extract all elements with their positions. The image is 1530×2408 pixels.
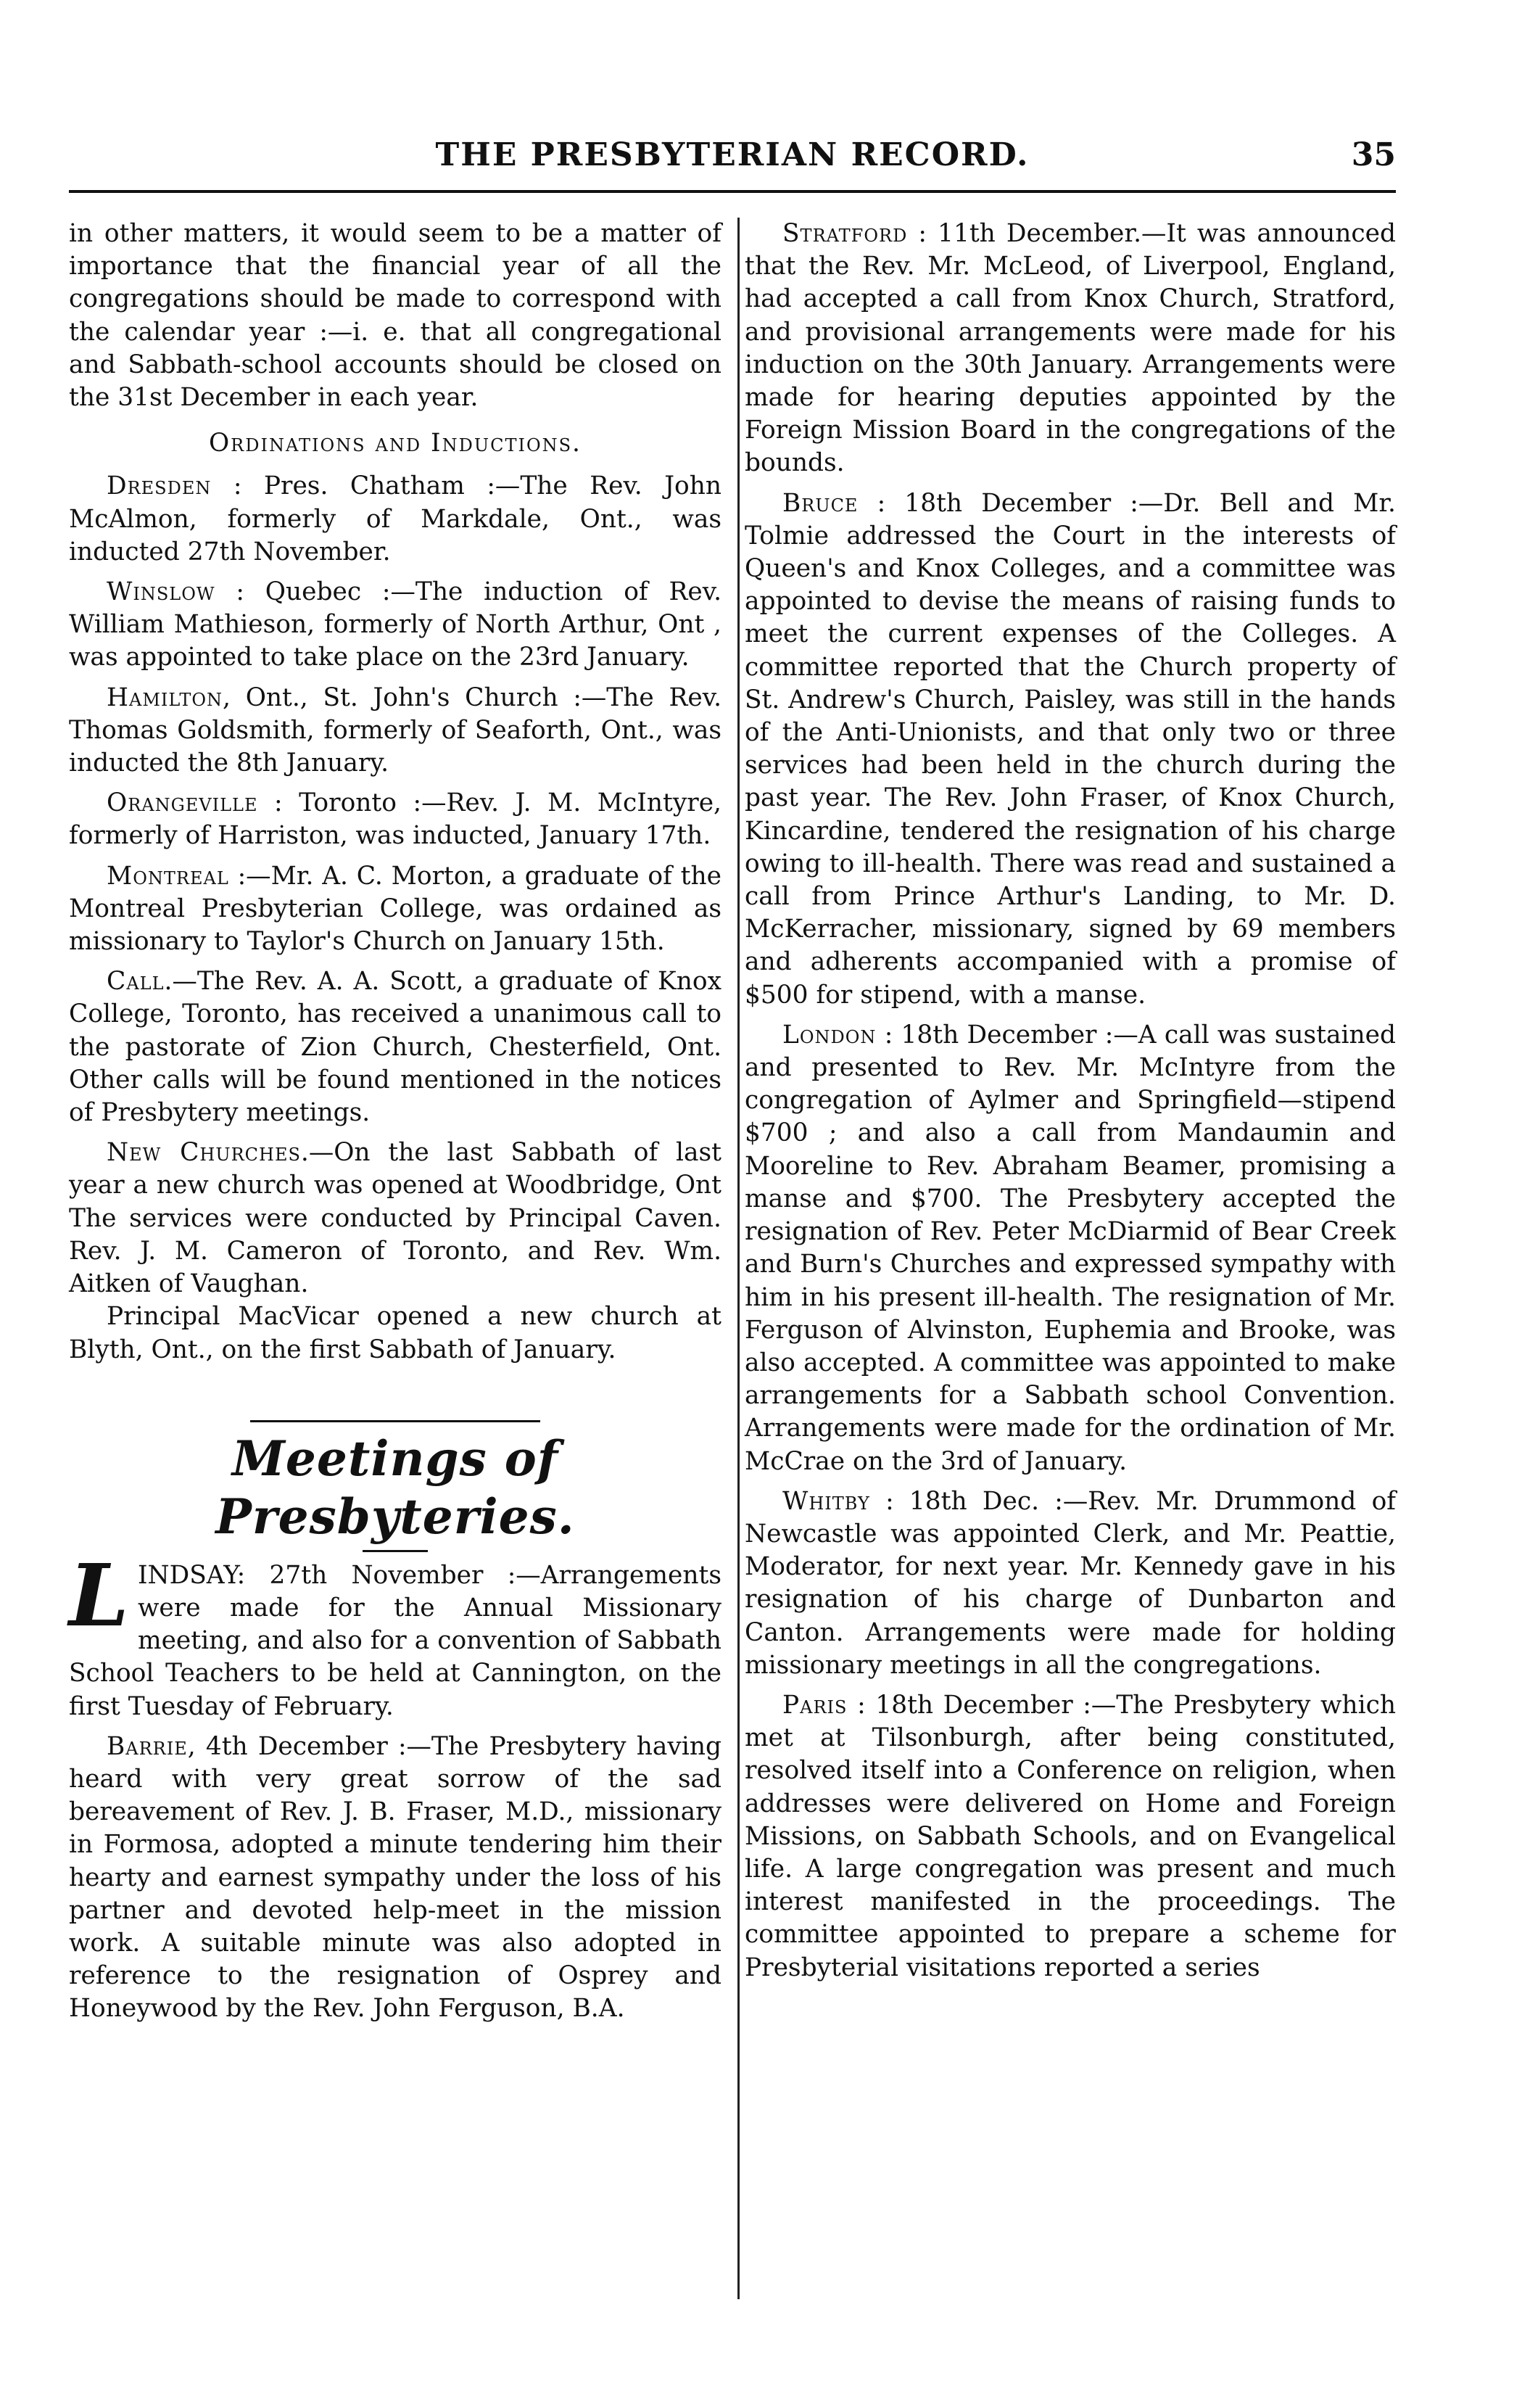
notice-head: Winslow (107, 577, 215, 607)
notice-dresden (69, 470, 721, 569)
notice-head: Montreal (107, 861, 229, 891)
notice-montreal (69, 860, 721, 959)
notice-head: Whitby (782, 1486, 870, 1516)
notice-head: London (782, 1020, 877, 1050)
notice-text: : Quebec :—The induction of Rev. William Mathieson, formerly of North Arthur, Ont , was appointed to take place on the 23rd January. (69, 577, 721, 672)
notice-paris (745, 1689, 1396, 1984)
notice-text: : 18th December :—Dr. Bell and Mr. Tolmie addressed the Court in the interests of Queen's and Knox Colleges, and a committee was appointed to devise the means of raising funds to meet the current expenses of the Colleges. A committee reported that the Church property of St. Andrew's Church, Paisley, was still in the hands of the Anti-Unionists, and that only two or three services had been held in the church during the past year. The Rev. John Fraser, of Knox Church, Kincardine, tendered the resignation of his charge owing to ill-health. There was read and sustained a call from Prince Arthur's Landing, to Mr. D. McKerracher, missionary, signed by 69 members and adherents accompanied with a promise of $500 for stipend, with a manse. (745, 488, 1396, 1010)
lindsay-text: INDSAY: 27th November :—Arrangements were made for the Annual Missionary meeting, and also for a convention of Sabbath School Teachers to be held at Cannington, on the first Tuesday of February. (69, 1560, 721, 1721)
notice-barrie (69, 1731, 721, 2026)
notice-text: : Pres. Chatham :—The Rev. John McAlmon, formerly of Markdale, Ont., was inducted 27th November. (69, 471, 721, 566)
notice-text: .—On the last Sabbath of last year a new church was opened at Woodbridge, Ont The services were conducted by Principal Caven. Rev. J. M. Cameron of Toronto, and Rev. Wm. Aitken of Vaughan. (69, 1138, 721, 1299)
notice-text: : 18th December :—A call was sustained and presented to Rev. Mr. McIntyre from the congregation of Aylmer and Springfield—stipend $700 ; and also a call from Mandaumin and Mooreline to Rev. Abraham Beamer, promising a manse and $700. The Presbytery accepted the resignation of Rev. Peter McDiarmid of Bear Creek and Burn's Churches and expressed sympathy with him in his present ill-health. The resignation of Mr. Ferguson of Alvinston, Euphemia and Brooke, was also accepted. A committee was appointed to make arrangements for a Sabbath school Convention. Arrangements were made for the ordination of Mr. McCrae on the 3rd of January. (745, 1020, 1396, 1476)
notice-head: Call (107, 967, 165, 997)
notice-whitby (745, 1485, 1396, 1682)
notice-text: : 11th December.—It was announced that the Rev. Mr. McLeod, of Liverpool, England, had accepted a call from Knox Church, Stratford, and provisional arrangements were made for his induction on the 30th January. Arrangements were made for hearing deputies appointed by the Foreign Mission Board in the congregations of the bounds. (745, 219, 1396, 478)
notice-stratford (745, 218, 1396, 480)
notice-head: Hamilton (107, 683, 223, 712)
left-column (69, 218, 721, 2026)
notice-text: .—The Rev. A. A. Scott, a graduate of Knox College, Toronto, has received a unanimous call to the pastorate of Zion Church, Chesterfield, Ont. Other calls will be found mentioned in the notices of Presbytery meetings. (69, 967, 721, 1128)
notice-new-churches (69, 1137, 721, 1300)
notice-orangeville (69, 787, 721, 852)
page-header (69, 136, 1396, 180)
heading-underline (363, 1550, 428, 1552)
page-number: 35 (1351, 136, 1396, 173)
macvicar-paragraph: Principal MacVicar opened a new church at Blyth, Ont., on the first Sabbath of January. (69, 1302, 721, 1364)
notice-bruce (745, 487, 1396, 1012)
section-divider (250, 1420, 540, 1422)
notice-hamilton (69, 682, 721, 780)
notice-head: Orangeville (107, 788, 258, 818)
running-title: THE PRESBYTERIAN RECORD. (435, 136, 1030, 173)
ordinations-heading: Ordinations and Inductions. (208, 429, 582, 458)
notice-text: : 18th December :—The Presbytery which met at Tilsonburgh, after being constituted, resolved itself into a Conference on religion, when addresses were delivered on Home and Foreign Missions, on Sabbath Schools, and on Evangelical life. A large congregation was present and much interest manifested in the proceedings. The committee appointed to prepare a scheme for Presbyterial visitations reported a series (745, 1690, 1396, 1982)
notice-head: New Churches (107, 1138, 301, 1168)
notice-head: Bruce (782, 488, 859, 518)
column-divider (737, 218, 740, 2299)
drop-cap: L (69, 1544, 129, 1646)
notice-text: : Toronto :—Rev. J. M. McIntyre, formerly of Harriston, was inducted, January 17th. (69, 788, 721, 851)
notice-head: Barrie (107, 1731, 188, 1761)
notice-winslow (69, 576, 721, 675)
notice-text: , 4th December :—The Presbytery having heard with very great sorrow of the sad bereavement of Rev. J. B. Fraser, M.D., missionary in Formosa, adopted a minute tendering him their hearty and earnest sympathy under the loss of his partner and devoted help-meet in the mission work. A suitable minute was also adopted in reference to the resignation of Osprey and Honeywood by the Rev. John Ferguson, B.A. (69, 1731, 721, 2024)
notice-text: :—Mr. A. C. Morton, a graduate of the Montreal Presbyterian College, was ordained as missionary to Taylor's Church on January 15th. (69, 861, 721, 957)
meetings-heading: Meetings of Presbyteries. (215, 1430, 575, 1545)
header-rule (69, 190, 1396, 193)
right-column (745, 218, 1396, 1984)
notice-head: Paris (782, 1690, 848, 1720)
notice-text: : 18th Dec. :—Rev. Mr. Drummond of Newcastle was appointed Clerk, and Mr. Peattie, Moderator, for next year. Mr. Kennedy gave in his resignation of his charge of Dunbarton and Canton. Arrangements were made for holding missionary meetings in all the congregations. (745, 1486, 1396, 1680)
notice-call (69, 965, 721, 1129)
notice-head: Stratford (782, 219, 908, 248)
intro-paragraph: in other matters, it would seem to be a matter of importance that the financial year of all the congregations should be made to correspond with the calendar year :—i. e. that all congregational and Sabbath-school accounts should be closed on the 31st December in each year. (69, 219, 721, 413)
notice-head: Dresden (107, 471, 212, 501)
lindsay-paragraph (69, 1544, 721, 1723)
notice-text: , Ont., St. John's Church :—The Rev. Thomas Goldsmith, formerly of Seaforth, Ont., was inducted the 8th January. (69, 683, 721, 778)
notice-london (745, 1019, 1396, 1478)
